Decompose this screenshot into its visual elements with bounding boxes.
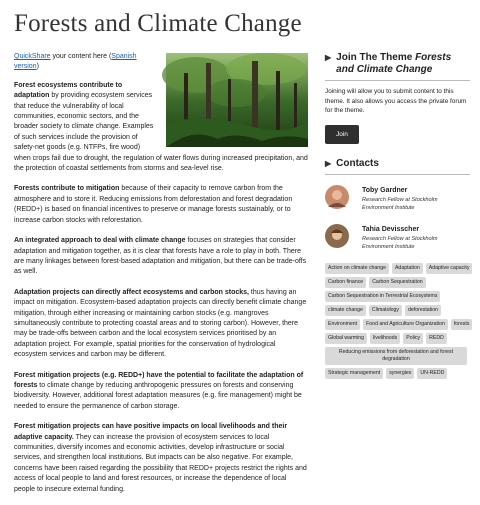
- tag[interactable]: forests: [451, 319, 473, 330]
- paragraph-lead: Forest mitigation projects can have positive impacts on local livelihoods and their adaptive capacity.: [14, 423, 288, 441]
- tag[interactable]: deforestation: [405, 305, 441, 316]
- tag[interactable]: livelihoods: [370, 333, 400, 344]
- paragraph-livelihoods: [14, 422, 308, 495]
- tag[interactable]: Carbon Sequestration: [369, 277, 425, 288]
- tag[interactable]: Environment: [325, 319, 360, 330]
- tag[interactable]: Carbon finance: [325, 277, 366, 288]
- divider: [325, 174, 470, 175]
- join-button[interactable]: Join: [325, 125, 359, 144]
- join-heading-theme: Forests and Climate Change: [336, 52, 452, 75]
- contact-name[interactable]: Tahia Devisscher: [362, 225, 420, 233]
- contact-name[interactable]: Toby Gardner: [362, 186, 408, 194]
- paragraph-mitigation-projects: [14, 371, 308, 413]
- paragraph-lead: An integrated approach to deal with climate change: [14, 237, 186, 245]
- tag[interactable]: Action on climate change: [325, 263, 389, 274]
- contact-role: Research Fellow at Stockholm Environment Institute: [362, 196, 438, 211]
- tag[interactable]: Strategic management: [325, 368, 383, 379]
- spanish-version-link[interactable]: Spanish version: [14, 53, 137, 71]
- forest-image: [166, 53, 308, 147]
- paragraph-text: to climate change by reducing anthropogenic pressures on forests and conserving biodiversity. However, additional forest adaptation measures (e.g. fire management) might be needed to ensure the permanence of carbon storage.: [14, 381, 302, 410]
- paragraph-mitigation: [14, 184, 308, 226]
- contact-role: Research Fellow at Stockholm Environment Institute: [362, 235, 438, 250]
- avatar[interactable]: [325, 185, 349, 209]
- tag[interactable]: Policy: [403, 333, 423, 344]
- paragraph-lead: Forest mitigation projects (e.g. REDD+) have the potential to facilitate the adaptation of forests: [14, 371, 304, 389]
- intro-block: [14, 52, 308, 174]
- paragraph-text: because of their capacity to remove carbon from the atmosphere and to store it. Reducing emissions from deforestation and forest degradation (REDD+) is based on financial incentives to preserve or manage forests sustainably, or to increase carbon stocks with reforestation.: [14, 185, 293, 224]
- contact-info: [362, 224, 470, 251]
- sidebar: [325, 52, 470, 379]
- triangle-right-icon: ▶: [325, 53, 332, 62]
- tag[interactable]: synergies: [386, 368, 414, 379]
- divider: [325, 80, 470, 81]
- triangle-right-icon: ▶: [325, 158, 332, 168]
- paragraph-lead: Forests contribute to mitigation: [14, 185, 120, 193]
- close-paren: ): [36, 63, 39, 71]
- paragraph-text: focuses on strategies that consider adaptation and mitigation together, as it is clear that forests have a role to play in both. There are many linkages between forest-based adaptation and mitigation, but there can be trade-offs as well.: [14, 237, 307, 276]
- contacts-heading-text: Contacts: [336, 157, 379, 169]
- paragraph-text: thus having an impact on mitigation. Ecosystem-based adaptation projects can directly benefit climate change mitigation, through either increasing or maintaining carbon stocks (e.g. mangroves simultaneously contribute to protecting coastal areas and to storing carbon). However, there may be trade-offs between carbon and the local ecosystem services prioritised by an adaptation project. For example, spatial priorities for the conservation of hydrological ecosystem services and carbon may be different.: [14, 288, 307, 359]
- contacts-section: [325, 158, 470, 251]
- contact-item[interactable]: [325, 224, 470, 251]
- tag[interactable]: Carbon Sequestration in Terrestrial Ecosystems: [325, 291, 440, 302]
- tag-list: [325, 263, 473, 379]
- paragraph-integrated: [14, 236, 308, 278]
- tag[interactable]: Adaptive capacity: [426, 263, 473, 274]
- paragraph-text: They can increase the provision of ecosystem services to local communities, diversify incomes and economic activities, develop infrastructure or social services, and strengthen local institutions. But impacts can be also negative. For example, concerns have been raised regarding the possibility that REDD+ projects restrict the rights and access of local people to land and forest resources, or increase the dependence of local people to insecure external funding.: [14, 433, 307, 493]
- paragraph-lead: Forest ecosystems contribute to adaptation: [14, 81, 123, 100]
- tag[interactable]: Global warming: [325, 333, 367, 344]
- tag[interactable]: Food and Agriculture Organization: [363, 319, 448, 330]
- quickshare-link[interactable]: QuickShare: [14, 53, 51, 60]
- quickshare-text: your content here (: [50, 53, 112, 60]
- join-heading-text: [336, 52, 470, 76]
- paragraph-text: by providing ecosystem services that reduce the vulnerability of local communities, economic sectors, and the broader society to climate change. Examples of such services include the provision of safety-net goods (e.g. NTFPs, fire wood) when crops fail due to drought, the regulation of water flows during increased precipitation, and the protection of coastal settlements from storms and sea-level rise.: [14, 92, 308, 173]
- tag[interactable]: Reducing emissions from deforestation and forest degradation: [325, 347, 467, 365]
- paragraph-lead: Adaptation projects can directly affect ecosystems and carbon stocks,: [14, 288, 249, 296]
- contact-item[interactable]: [325, 185, 470, 212]
- page-title: Forests and Climate Change: [14, 10, 302, 37]
- tag[interactable]: UN-REDD: [417, 368, 447, 379]
- avatar[interactable]: [325, 224, 349, 248]
- tag[interactable]: REDD: [426, 333, 447, 344]
- join-heading-prefix: Join The Theme: [336, 52, 416, 63]
- paragraph-adaptation-projects: [14, 288, 308, 361]
- main-content: [14, 52, 308, 505]
- tag[interactable]: climate change: [325, 305, 366, 316]
- tag[interactable]: Adaptation: [392, 263, 423, 274]
- join-section: [325, 52, 470, 144]
- join-heading: [325, 52, 470, 76]
- contact-info: [362, 185, 470, 212]
- join-description: Joining will allow you to submit content to this theme. It also allows you access the private forum for the theme.: [325, 88, 467, 115]
- contacts-heading: [325, 158, 470, 170]
- tag[interactable]: Climatology: [369, 305, 402, 316]
